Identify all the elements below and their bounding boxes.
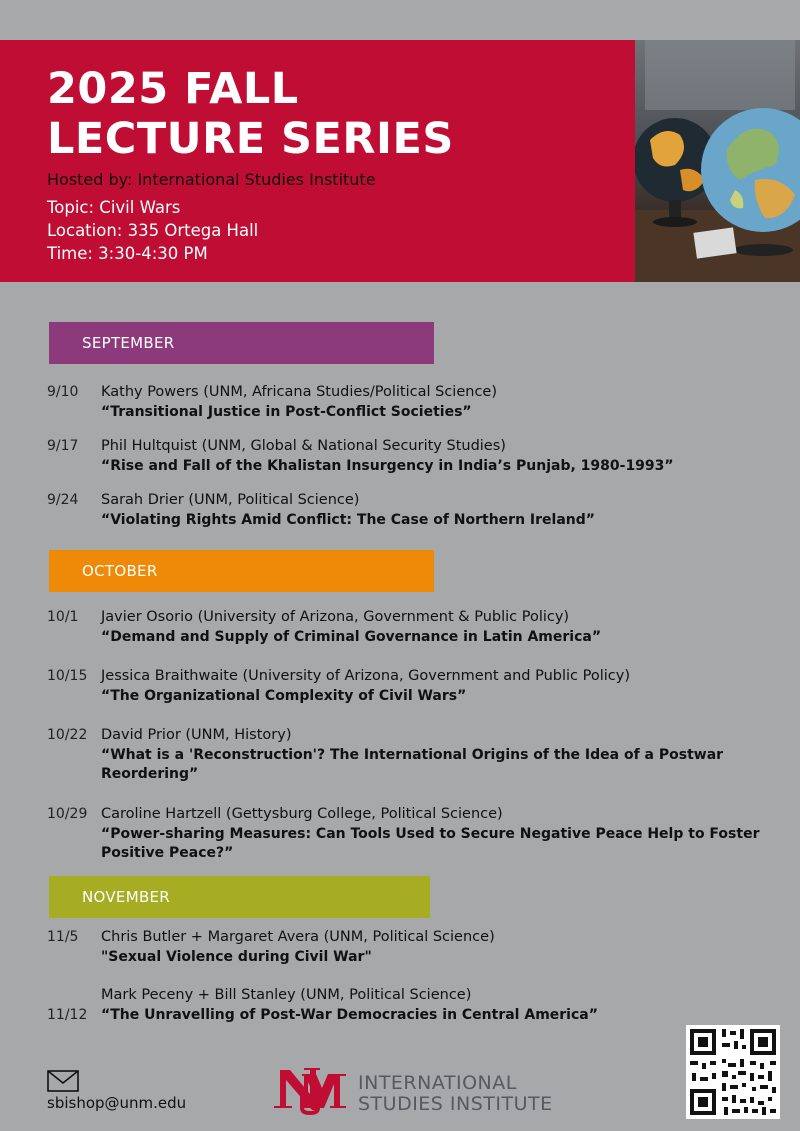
event-speaker: Caroline Hartzell (Gettysburg College, Political Science)	[101, 806, 503, 822]
event-date: 9/24	[47, 492, 79, 508]
event-talk: “Demand and Supply of Criminal Governance in Latin America”	[101, 629, 602, 645]
event-speaker: Kathy Powers (UNM, Africana Studies/Political Science)	[101, 384, 497, 400]
email-link[interactable]: sbishop@unm.edu	[47, 1094, 187, 1112]
event-talk: "Sexual Violence during Civil War"	[101, 949, 372, 965]
month-september: SEPTEMBER	[49, 322, 434, 364]
event-talk: “Violating Rights Amid Conflict: The Case of Northern Ireland”	[101, 512, 595, 528]
month-october: OCTOBER	[49, 550, 434, 592]
event-speaker: Mark Peceny + Bill Stanley (UNM, Political Science)	[101, 987, 472, 1003]
event-date: 10/22	[47, 727, 88, 743]
event-info	[47, 196, 258, 265]
mail-icon	[47, 1070, 79, 1096]
title-line-1: 2025 FALL	[47, 64, 299, 114]
unm-logo-icon	[272, 1066, 348, 1120]
title-line-2: LECTURE SERIES	[47, 114, 454, 164]
logo-line-1: INTERNATIONAL	[358, 1072, 517, 1094]
month-november: NOVEMBER	[49, 876, 430, 918]
event-speaker: Phil Hultquist (UNM, Global & National Security Studies)	[101, 438, 506, 454]
event-talk: “Transitional Justice in Post-Conflict Societies”	[101, 404, 472, 420]
hosted-by: Hosted by: International Studies Institute	[47, 170, 376, 189]
event-talk: “The Unravelling of Post-War Democracies in Central America”	[101, 1007, 598, 1023]
event-speaker: Chris Butler + Margaret Avera (UNM, Political Science)	[101, 929, 495, 945]
header-banner	[0, 40, 635, 282]
globe-photo	[635, 40, 800, 282]
event-date: 11/12	[47, 1007, 88, 1023]
event-date: 10/15	[47, 668, 88, 684]
globe-image	[635, 40, 800, 282]
event-speaker: David Prior (UNM, History)	[101, 727, 292, 743]
topic: Topic: Civil Wars	[47, 198, 181, 217]
event-date: 11/5	[47, 929, 79, 945]
event-date: 10/1	[47, 609, 79, 625]
event-speaker: Jessica Braithwaite (University of Arizona, Government and Public Policy)	[101, 668, 630, 684]
event-speaker: Sarah Drier (UNM, Political Science)	[101, 492, 360, 508]
event-speaker: Javier Osorio (University of Arizona, Government & Public Policy)	[101, 609, 570, 625]
logo-line-2: STUDIES INSTITUTE	[358, 1093, 553, 1115]
time: Time: 3:30-4:30 PM	[47, 244, 208, 263]
event-date: 10/29	[47, 806, 88, 822]
location: Location: 335 Ortega Hall	[47, 221, 259, 240]
header	[0, 40, 800, 282]
event-talk: “Power-sharing Measures: Can Tools Used to Secure Negative Peace Help to Foster Positive Peace?”	[101, 826, 760, 861]
page-title	[47, 64, 454, 164]
event-date: 9/17	[47, 438, 79, 454]
qr-code-icon[interactable]	[686, 1025, 780, 1119]
event-date: 9/10	[47, 384, 79, 400]
event-talk: “Rise and Fall of the Khalistan Insurgency in India’s Punjab, 1980-1993”	[101, 458, 674, 474]
event-talk: “What is a 'Reconstruction'? The International Origins of the Idea of a Postwar Reordering”	[101, 747, 724, 782]
event-talk: “The Organizational Complexity of Civil Wars”	[101, 688, 467, 704]
logo-wordmark	[358, 1073, 553, 1115]
